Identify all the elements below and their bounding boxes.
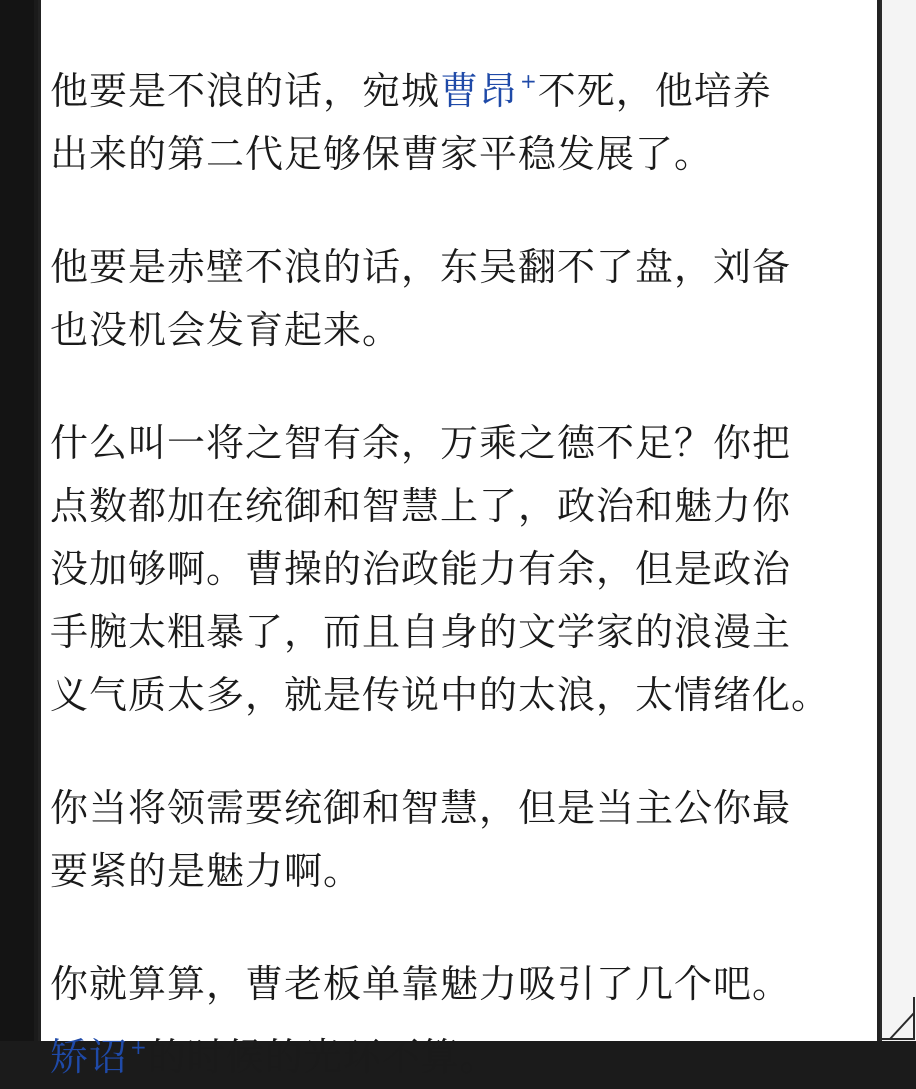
text-line: 什么叫一将之智有余，万乘之德不足？你把 <box>50 421 792 465</box>
left-dark-margin <box>0 0 34 1041</box>
entity-link-cao-ang[interactable]: 曹昂 <box>440 69 519 113</box>
page-curl-icon <box>880 995 916 1041</box>
text-line: 要紧的是魅力啊。 <box>50 849 363 893</box>
line-text: 他要是不浪的话，宛城 <box>50 69 441 113</box>
paragraph-1 <box>50 50 870 186</box>
entity-marker-icon[interactable]: + <box>520 69 538 93</box>
paragraph-3 <box>50 412 870 727</box>
text-line: 也没机会发育起来。 <box>50 308 402 352</box>
entity-link-jiao-zhao[interactable]: 矫诏 <box>50 1035 129 1079</box>
text-line <box>50 50 870 123</box>
text-line: 他要是赤壁不浪的话，东吴翻不了盘，刘备 <box>50 245 792 289</box>
text-line: 义气质太多，就是传说中的太浪，太情绪化。 <box>50 673 831 717</box>
entity-marker-icon[interactable]: + <box>130 1035 148 1059</box>
paragraph-2 <box>50 236 870 362</box>
text-line <box>50 1016 870 1089</box>
text-line: 点数都加在统御和智慧上了，政治和魅力你 <box>50 484 792 528</box>
paragraph-4 <box>50 777 870 903</box>
text-line: 没加够啊。曹操的治政能力有余，但是政治 <box>50 547 792 591</box>
text-line: 手腕太粗暴了，而且自身的文学家的浪漫主 <box>50 610 792 654</box>
right-page-edge <box>880 0 916 1041</box>
paragraph-5 <box>50 953 870 1089</box>
post-body <box>50 50 870 1089</box>
line-text: 不死，他培养 <box>537 69 772 113</box>
text-line: 出来的第二代足够保曹家平稳发展了。 <box>50 132 714 176</box>
text-line: 你就算算，曹老板单靠魅力吸引了几个吧。 <box>50 962 792 1006</box>
line-text: 的时候的光环不算。 <box>147 1035 499 1079</box>
text-line: 你当将领需要统御和智慧，但是当主公你最 <box>50 786 792 830</box>
